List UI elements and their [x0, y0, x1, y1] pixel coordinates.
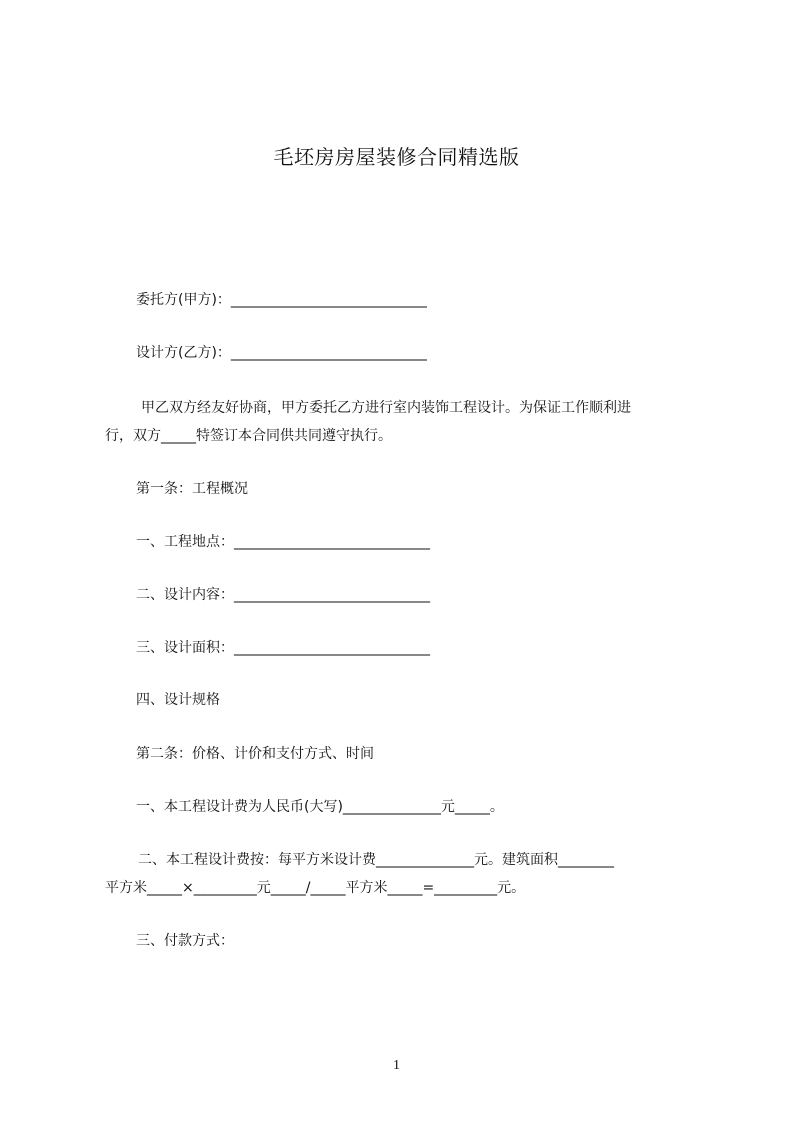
project-location-line: 一、工程地点：____________________________ — [136, 534, 430, 550]
intro-line-2: 行，双方_____特签订本合同供共同遵守执行。 — [105, 428, 392, 444]
intro-paragraph — [105, 394, 707, 450]
fee-calculation-line-1: 二、本工程设计费按：每平方米设计费______________元。建筑面积________ — [138, 852, 614, 868]
article-2-heading: 第二条：价格、计价和支付方式、时间 — [136, 746, 374, 762]
party-b-line: 设计方(乙方)：____________________________ — [136, 345, 427, 361]
fee-calculation-paragraph — [105, 846, 707, 902]
intro-line-1: 甲乙双方经友好协商，甲方委托乙方进行室内装饰工程设计。为保证工作顺利进 — [141, 400, 631, 416]
fee-calculation-line-2: 平方米_____×_________元_____/_____平方米_____=_________元。 — [105, 880, 526, 896]
design-area-line: 三、设计面积：____________________________ — [136, 640, 430, 656]
article-1-heading: 第一条：工程概况 — [136, 481, 248, 497]
document-title: 毛坯房房屋装修合同精选版 — [273, 145, 520, 169]
page-number: 1 — [393, 1058, 400, 1073]
design-spec-line: 四、设计规格 — [136, 692, 220, 708]
design-fee-line: 一、本工程设计费为人民币(大写)______________元_____。 — [136, 799, 504, 815]
design-content-line: 二、设计内容：____________________________ — [136, 587, 430, 603]
payment-method-line: 三、付款方式： — [136, 933, 234, 949]
party-a-line: 委托方(甲方)：____________________________ — [136, 292, 427, 308]
